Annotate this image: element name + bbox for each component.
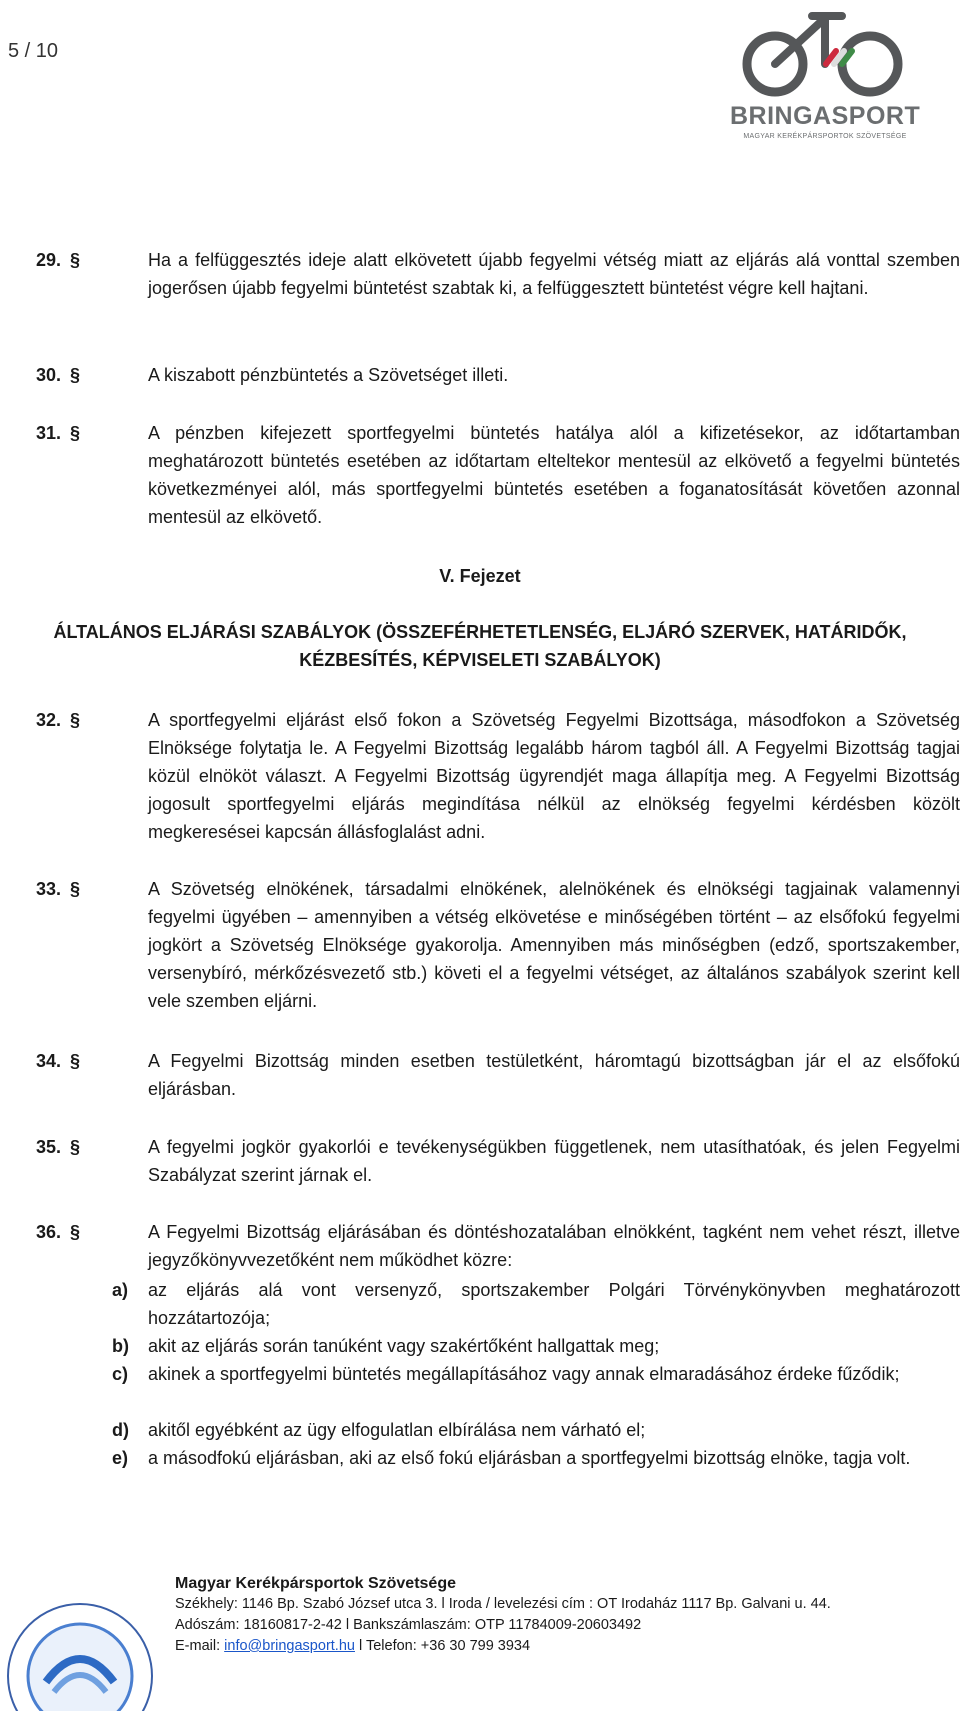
list-item-text: az eljárás alá vont versenyző, sportszakember Polgári Törvénykönyvben meghatározott hozzátartozója; [148,1280,960,1328]
footer-email-link[interactable]: info@bringasport.hu [224,1638,355,1654]
logo-subtitle: MAGYAR KERÉKPÁRSPORTOK SZÖVETSÉGE [743,133,907,140]
page-counter: 5 / 10 [8,40,59,62]
paragraph-text: A kiszabott pénzbüntetés a Szövetséget illeti. [148,365,509,385]
list-item-letter: e) [112,1448,129,1468]
footer-contact [175,1636,831,1657]
paragraph-number: 34. [36,1051,62,1071]
footer-email-label: E-mail: [175,1638,221,1654]
list-item-text: akit az eljárás során tanúként vagy szakértőként hallgattak meg; [148,1336,660,1356]
section-sign: § [70,1051,81,1071]
paragraph-number: 31. [36,423,62,443]
paragraph-number: 35. [36,1137,62,1157]
section-sign: § [70,423,81,443]
paragraph-34 [36,1047,960,1103]
paragraph-number: 33. [36,879,62,899]
paragraph-text: A pénzben kifejezett sportfegyelmi büntetés hatálya alól a kifizetésekor, az időtartamban meghatározott büntetés esetében az időtartam elteltekor mentesül az elkövető a fegyelmi büntetés következményei alól, más sportfegyelmi büntetés esetében a foganatosítását követően azonnal mentesül az elkövető. [148,423,960,527]
paragraph-text: A Fegyelmi Bizottság minden esetben testületként, háromtagú bizottságban jár el az elsőfokú eljárásban. [148,1051,960,1099]
list-item [100,1360,960,1388]
logo-name: BRINGASPORT [730,102,921,130]
paragraph-number: 36. [36,1222,62,1242]
list-item-text: akinek a sportfegyelmi büntetés megállapításához vagy annak elmaradásához érdeke fűződik; [148,1364,900,1384]
list-item-text: akitől egyébként az ügy elfogulatlan elbírálása nem várható el; [148,1420,646,1440]
footer-tax: Adószám: 18160817-2-42 l Bankszámlaszám: OTP 11784009-20603492 [175,1617,642,1633]
paragraph-text: A Szövetség elnökének, társadalmi elnökének, alelnökének és elnökségi tagjainak valamennyi fegyelmi ügyében – amennyiben a vétség elkövetése e minőségében történt – az elsőfokú fegyelmi jogkört a Szövetség Elnöksége gyakorolja. Amennyiben más minőségben (edző, sportszakember, versenybíró, mérkőzésvezető stb.) követi el a fegyelmi vétséget, az általános szabályok szerint kell vele szemben eljárni. [148,879,960,1011]
chapter-number: V. Fejezet [439,566,521,586]
paragraph-32 [36,706,960,846]
footer-address: Székhely: 1146 Bp. Szabó József utca 3. l Iroda / levelezési cím : OT Irodaház 1117 Bp. Galvani u. 44. [175,1596,831,1612]
list-item-letter: d) [112,1420,129,1440]
paragraph-number: 30. [36,365,62,385]
paragraph-36 [36,1218,960,1274]
list-item-letter: a) [112,1280,129,1300]
footer-phone: l Telefon: +36 30 799 3934 [359,1638,531,1654]
list-item-letter: c) [112,1364,129,1384]
paragraph-31 [36,419,960,531]
paragraph-35 [36,1133,960,1189]
paragraph-29 [36,246,960,302]
list-item [100,1332,960,1360]
footer-org: Magyar Kerékpársportok Szövetsége [175,1575,456,1592]
paragraph-text: Ha a felfüggesztés ideje alatt elkövetett újabb fegyelmi vétség miatt az eljárás alá vonttal szemben jogerősen újabb fegyelmi büntetést szabtak ki, a felfüggesztett büntetést végre kell hajtani. [148,250,960,298]
paragraph-number: 29. [36,250,62,270]
chapter-title-line2: KÉZBESÍTÉS, KÉPVISELETI SZABÁLYOK) [299,650,661,670]
chapter-title-line1: ÁLTALÁNOS ELJÁRÁSI SZABÁLYOK (ÖSSZEFÉRHETETLENSÉG, ELJÁRÓ SZERVEK, HATÁRIDŐK, [53,622,907,642]
paragraph-number: 32. [36,710,62,730]
paragraph-30 [36,361,956,389]
federation-seal-icon [0,1596,160,1711]
section-sign: § [70,1222,81,1242]
paragraph-33 [36,875,960,1015]
section-sign: § [70,250,81,270]
paragraph-text: A fegyelmi jogkör gyakorlói e tevékenységükben függetlenek, nem utasíthatóak, és jelen Fegyelmi Szabályzat szerint járnak el. [148,1137,960,1185]
list-item-text: a másodfokú eljárásban, aki az első fokú eljárásban a sportfegyelmi bizottság elnöke, tagja volt. [148,1448,911,1468]
list-item [100,1276,960,1332]
list-item-letter: b) [112,1336,129,1356]
section-sign: § [70,710,81,730]
section-sign: § [70,879,81,899]
list-item [100,1416,960,1444]
paragraph-text: A sportfegyelmi eljárást első fokon a Szövetség Fegyelmi Bizottsága, másodfokon a Szövetség Elnöksége folytatja le. A Fegyelmi Bizottság legalább három tagból áll. A Fegyelmi Bizottság tagjai közül elnököt választ. A Fegyelmi Bizottság ügyrendjét maga állapítja meg. A Fegyelmi Bizottság jogosult sportfegyelmi eljárás megindítása nélkül az elnökség fegyelmi kérdésben közölt megkeresései kapcsán állásfoglalást adni. [148,710,960,842]
section-sign: § [70,365,81,385]
paragraph-text: A Fegyelmi Bizottság eljárásában és döntéshozatalában elnökként, tagként nem vehet részt, illetve jegyzőkönyvvezetőként nem működhet közre: [148,1222,960,1270]
bicycle-logo-icon [730,6,920,102]
federation-seal [0,1596,160,1711]
footer [175,1573,831,1657]
list-item [100,1444,960,1472]
bringasport-logo [730,6,920,146]
section-sign: § [70,1137,81,1157]
